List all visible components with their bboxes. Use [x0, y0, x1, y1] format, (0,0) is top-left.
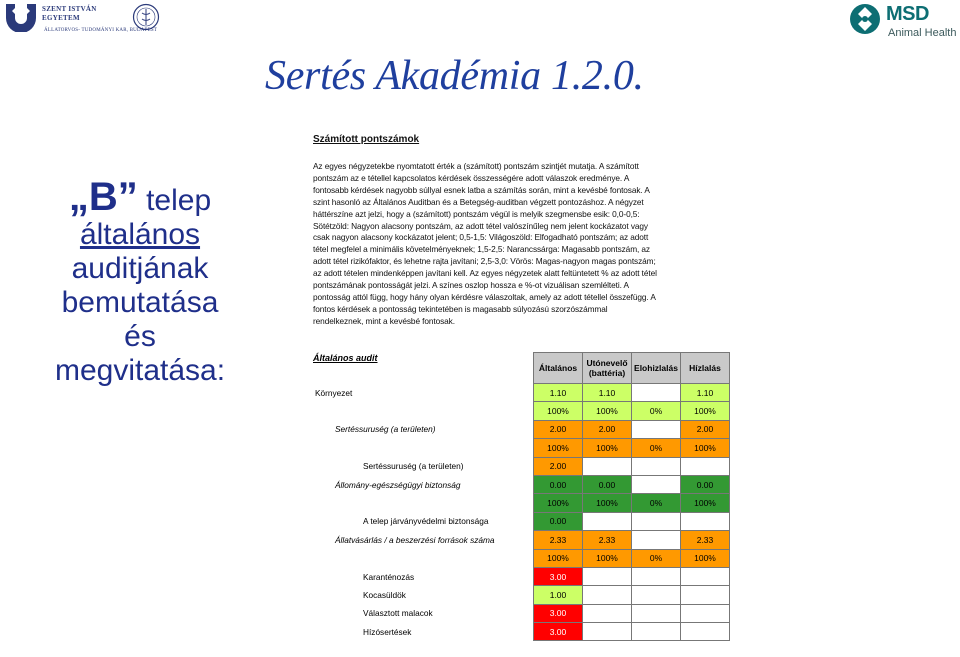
row-label: Sertéssuruség (a területen) [363, 461, 464, 472]
row-label: Hízósertések [363, 626, 412, 637]
score-cell: 2.33 [534, 531, 583, 549]
score-cell: 2.33 [681, 531, 730, 549]
row-label [313, 402, 534, 420]
side-line-6: megvitatása: [54, 354, 226, 387]
slide-title: Sertés Akadémia 1.2.0. [265, 53, 644, 99]
quote-close: ” [117, 175, 138, 219]
score-cell [681, 586, 730, 604]
table-row [313, 439, 730, 457]
score-cell: 2.00 [534, 457, 583, 475]
msd-subtitle: Animal Health [888, 27, 957, 39]
row-label [313, 549, 534, 567]
university-logo [4, 2, 180, 36]
score-cell: 2.33 [583, 531, 632, 549]
score-cell: 3.00 [534, 623, 583, 641]
score-cell: 100% [583, 439, 632, 457]
faculty-name: ÁLLATORVOS- TUDOMÁNYI KAR, BUDAPEST [44, 28, 158, 33]
score-cell: 0.00 [583, 475, 632, 493]
side-line-5: és [124, 320, 156, 353]
score-cell: 1.00 [534, 586, 583, 604]
table-row [313, 604, 730, 622]
row-label: A telep járványvédelmi biztonsága [363, 516, 489, 527]
university-u-icon [4, 2, 38, 32]
score-cell: 100% [583, 494, 632, 512]
score-cell: 1.10 [681, 384, 730, 402]
side-line-3: auditjának [71, 252, 209, 285]
score-cell [632, 457, 681, 475]
score-cell [681, 512, 730, 530]
university-name: SZENT ISTVÁN EGYETEM [42, 5, 97, 22]
score-cell: 0.00 [534, 475, 583, 493]
score-cell: 1.10 [583, 384, 632, 402]
score-cell: 1.10 [534, 384, 583, 402]
score-cell [583, 457, 632, 475]
score-cell [681, 604, 730, 622]
score-cell: 100% [534, 494, 583, 512]
row-label [313, 494, 534, 512]
faculty-seal-icon [132, 3, 160, 31]
quote-open: „ [68, 175, 89, 219]
score-cell: 100% [534, 439, 583, 457]
column-header: Utónevelő (battéria) [583, 353, 632, 384]
score-cell [583, 623, 632, 641]
score-cell: 0.00 [681, 475, 730, 493]
score-cell [583, 567, 632, 585]
score-cell [681, 457, 730, 475]
side-line-4: bemutatása [61, 286, 219, 319]
table-row [313, 586, 730, 604]
side-line-2: általános [79, 218, 201, 251]
row-label: Állatvásárlás / a beszerzési források száma [335, 534, 495, 545]
msd-mark-icon [848, 2, 882, 36]
score-cell: 100% [681, 402, 730, 420]
score-cell: 100% [681, 549, 730, 567]
score-cell: 0% [632, 494, 681, 512]
score-cell: 100% [534, 549, 583, 567]
score-cell: 2.00 [681, 420, 730, 438]
score-cell [632, 531, 681, 549]
score-cell: 0% [632, 439, 681, 457]
score-cell [632, 586, 681, 604]
score-cell: 100% [583, 402, 632, 420]
score-cell [681, 567, 730, 585]
row-label: Választott malacok [363, 608, 433, 619]
table-row [313, 475, 730, 493]
table-row [313, 420, 730, 438]
table-row [313, 384, 730, 402]
score-cell: 0% [632, 549, 681, 567]
farm-letter: B [88, 175, 118, 219]
table-row [313, 457, 730, 475]
audit-table-title: Általános audit [313, 352, 378, 363]
column-header: Elohizlalás [632, 353, 681, 384]
score-cell [632, 475, 681, 493]
scoring-description [313, 134, 685, 328]
column-header: Hízlalás [681, 353, 730, 384]
table-row [313, 494, 730, 512]
row-label: Környezet [315, 387, 353, 398]
score-cell: 3.00 [534, 604, 583, 622]
score-cell [632, 384, 681, 402]
score-cell [583, 604, 632, 622]
side-heading [40, 175, 240, 388]
table-row [313, 549, 730, 567]
score-cell: 100% [583, 549, 632, 567]
score-cell [632, 604, 681, 622]
audit-header-row [313, 353, 730, 384]
table-row [313, 567, 730, 585]
scoring-paragraph: Az egyes négyzetekbe nyomtatott érték a (számított) pontszám szintjét mutatja. A számított pontszám az e tétellel kapcsolatos kérdések összességére adott válaszok eredménye. A fontosabb kérdések nagyobb súllyal esnek latba a számítás során, mint a kevésbé fontosak. A szint hasonló az Általános Auditban és a Betegség-auditban végzett pontozáshoz. A négyzet háttérszíne azt jelzi, hogy a (számított) pontszám végül is melyik szegmensbe esik: 0,0-0,5: Sötétzöld: Nagyon alacsony pontszám, az adott tétel valószínűleg nem jelent kockázatot vagy csak nagyon alacsony kockázatot jelent; 0,5-1,5: Világoszöld: Elfogadható pontszám; az adott tétel megfelel a minimális követelményeknek; 1,5-2,5: Narancssárga: Magasabb pontszám, az adott tétel rizikófaktor, és lehetne rajta javítani; 2,5-3,0: Vörös: Magas-nagyon magas pontszám; az adott tételen mindenképpen javítani kell. Az egyes négyzetek alatt feltüntetett % az adott tétel pontszámának pontosságát jelzi. A színes oszlop hossza e %-ot vizuálisan szemlélteti. A pontosság attól függ, hogy hány olyan kérdésre válaszoltak, amely az adott tétellel összefügg. A fontos kérdések a pontosság tekintetében is magasabb súlyozású szorzószámmal rendelkeznek, mint a kevésbé fontosak. [313, 161, 657, 326]
score-cell: 2.00 [583, 420, 632, 438]
row-label: Karanténozás [363, 571, 415, 582]
score-cell [632, 623, 681, 641]
row-label [313, 439, 534, 457]
row-label: Sertéssuruség (a területen) [335, 424, 436, 435]
score-cell: 3.00 [534, 567, 583, 585]
score-cell [583, 586, 632, 604]
score-cell [632, 567, 681, 585]
table-row [313, 512, 730, 530]
score-cell [583, 512, 632, 530]
score-cell: 100% [681, 494, 730, 512]
msd-logo [848, 0, 960, 44]
score-cell [681, 623, 730, 641]
row-label: Állomány-egészségügyi biztonság [335, 479, 461, 490]
table-row [313, 623, 730, 641]
scoring-heading: Számított pontszámok [313, 134, 420, 145]
score-cell: 0.00 [534, 512, 583, 530]
side-word-telep: telep [146, 184, 212, 217]
column-header: Általános [534, 353, 583, 384]
score-cell: 0% [632, 402, 681, 420]
score-cell [632, 512, 681, 530]
table-row [313, 402, 730, 420]
score-cell: 100% [681, 439, 730, 457]
score-cell: 100% [534, 402, 583, 420]
audit-table [313, 352, 730, 641]
score-cell [632, 420, 681, 438]
row-label: Kocasüldök [363, 589, 406, 600]
table-row [313, 531, 730, 549]
score-cell: 2.00 [534, 420, 583, 438]
msd-brand: MSD [886, 3, 929, 25]
